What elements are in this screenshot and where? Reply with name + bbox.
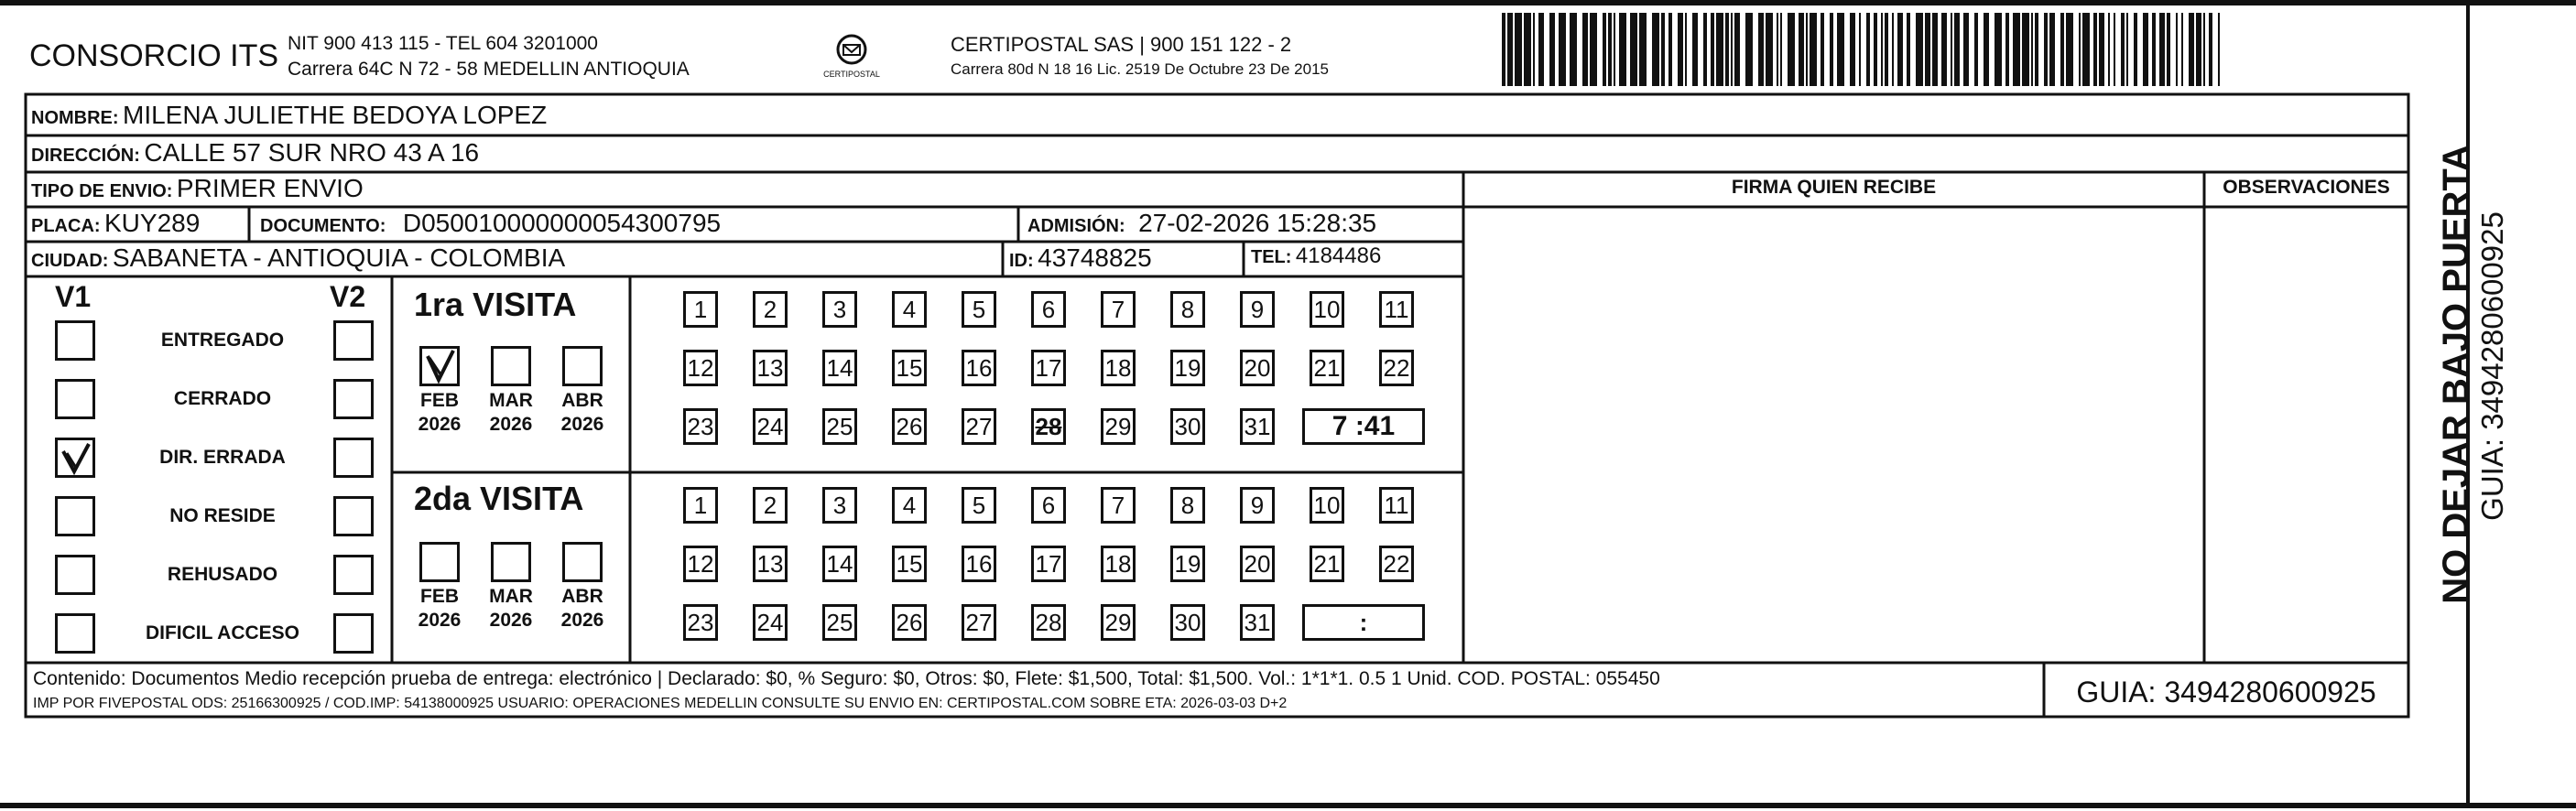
tipo-envio-field: [31, 174, 364, 203]
month-label: ABR: [561, 586, 603, 607]
year-label: 2026: [560, 414, 604, 435]
barcode-bar: [2143, 13, 2148, 86]
day-box[interactable]: 23: [683, 408, 718, 445]
barcode-bar: [1703, 13, 1707, 86]
barcode-bar: [2031, 13, 2033, 86]
barcode-bar: [1821, 13, 1824, 86]
barcode-bar: [1745, 13, 1753, 86]
day-box[interactable]: 24: [753, 408, 788, 445]
year-label: 2026: [418, 414, 462, 435]
month-label: ABR: [561, 390, 603, 411]
day-box[interactable]: 12: [683, 546, 718, 582]
certipostal-logo: [824, 31, 879, 82]
day-box[interactable]: 15: [892, 350, 927, 386]
day-box[interactable]: 4: [892, 291, 927, 328]
day-box[interactable]: 29: [1101, 408, 1136, 445]
day-box[interactable]: 7: [1101, 291, 1136, 328]
status-label: REHUSADO: [167, 564, 278, 585]
day-box[interactable]: 19: [1170, 350, 1205, 386]
day-box[interactable]: 11: [1379, 291, 1414, 328]
barcode-bar: [1559, 13, 1566, 86]
documento-label: DOCUMENTO:: [260, 216, 386, 236]
logo-text: CERTIPOSTAL: [823, 70, 880, 79]
year-label: 2026: [418, 610, 462, 631]
company-nit: NIT 900 413 115 - TEL 604 3201000: [288, 33, 598, 54]
barcode-bar: [1974, 13, 1978, 86]
admision-value: 27-02-2026 15:28:35: [1138, 209, 1377, 237]
barcode-bar: [2121, 13, 2125, 86]
day-box[interactable]: 16: [962, 350, 996, 386]
month-checkbox[interactable]: [419, 346, 460, 386]
v2-checkbox[interactable]: [333, 555, 374, 595]
barcode-bar: [1570, 13, 1577, 86]
barcode-bar: [2049, 13, 2055, 86]
nombre-value: MILENA JULIETHE BEDOYA LOPEZ: [123, 101, 548, 129]
barcode-bar: [2060, 13, 2064, 86]
tipo-envio-value: PRIMER ENVIO: [176, 174, 364, 202]
barcode-bar: [1619, 13, 1626, 86]
day-box[interactable]: 18: [1101, 546, 1136, 582]
barcode-bar: [1652, 13, 1659, 86]
barcode-bar: [2108, 13, 2110, 86]
day-box[interactable]: 8: [1170, 291, 1205, 328]
day-box[interactable]: 9: [1240, 291, 1275, 328]
month-checkbox[interactable]: [491, 542, 531, 582]
barcode-bar: [1907, 13, 1910, 86]
day-box[interactable]: 25: [822, 604, 857, 641]
barcode-bar: [2044, 13, 2048, 86]
day-box[interactable]: 6: [1031, 291, 1066, 328]
day-box[interactable]: 9: [1240, 487, 1275, 524]
day-box[interactable]: 22: [1379, 546, 1414, 582]
day-box[interactable]: 4: [892, 487, 927, 524]
barcode-bar: [1630, 13, 1637, 86]
barcode-bar: [1502, 13, 1505, 86]
barcode-bar: [1984, 13, 1989, 86]
ciudad-label: CIUDAD:: [31, 251, 109, 271]
barcode: [1502, 13, 2225, 86]
month-checkbox[interactable]: [562, 542, 603, 582]
barcode-bar: [1874, 13, 1877, 86]
day-box[interactable]: 23: [683, 604, 718, 641]
v2-checkbox[interactable]: [333, 496, 374, 536]
day-box[interactable]: 6: [1031, 487, 1066, 524]
day-box[interactable]: 19: [1170, 546, 1205, 582]
day-box[interactable]: 31: [1240, 604, 1275, 641]
day-box[interactable]: 8: [1170, 487, 1205, 524]
day-box[interactable]: 16: [962, 546, 996, 582]
day-box[interactable]: 14: [822, 546, 857, 582]
day-box[interactable]: 21: [1310, 350, 1344, 386]
company-name: CONSORCIO ITS: [29, 38, 279, 73]
barcode-bar: [1731, 13, 1733, 86]
v2-label: V2: [330, 280, 366, 313]
barcode-bar: [1524, 13, 1531, 86]
v2-checkbox[interactable]: [333, 320, 374, 361]
placa-label: PLACA:: [31, 216, 101, 236]
barcode-bar: [1963, 13, 1969, 86]
day-box[interactable]: 3: [822, 291, 857, 328]
day-box[interactable]: 17: [1031, 350, 1066, 386]
barcode-bar: [1777, 13, 1778, 86]
check-mark-icon: [58, 440, 94, 477]
barcode-bar: [1692, 13, 1698, 86]
barcode-bar: [1830, 13, 1833, 86]
barcode-bar: [1590, 13, 1597, 86]
status-label: ENTREGADO: [160, 330, 285, 351]
barcode-bar: [2114, 13, 2115, 86]
barcode-bar: [1678, 13, 1683, 86]
barcode-bar: [1711, 13, 1714, 86]
barcode-bar: [1810, 13, 1817, 86]
v1-checkbox[interactable]: [55, 496, 95, 536]
carrier-license: Carrera 80d N 18 16 Lic. 2519 De Octubre 23 De 2015: [951, 60, 1329, 78]
day-box[interactable]: 18: [1101, 350, 1136, 386]
barcode-bar: [2134, 13, 2137, 86]
v1-checkbox[interactable]: [55, 379, 95, 419]
barcode-bar: [2093, 13, 2097, 86]
direccion-label: DIRECCIÓN:: [31, 146, 140, 166]
day-box[interactable]: 28: [1031, 604, 1066, 641]
barcode-bar: [1538, 13, 1544, 86]
barcode-bar: [1941, 13, 1947, 86]
day-box[interactable]: 10: [1310, 291, 1344, 328]
day-box[interactable]: 28: [1031, 408, 1066, 445]
documento-field: [260, 209, 721, 238]
admision-field: [1027, 209, 1376, 238]
barcode-bar: [1639, 13, 1647, 86]
barcode-bar: [1515, 13, 1522, 86]
barcode-bar: [1897, 13, 1903, 86]
day-box[interactable]: 7: [1101, 487, 1136, 524]
month-checkbox[interactable]: [491, 346, 531, 386]
barcode-bar: [1932, 13, 1938, 86]
barcode-bar: [2159, 13, 2165, 86]
year-label: 2026: [560, 610, 604, 631]
barcode-bar: [1507, 13, 1513, 86]
barcode-bar: [2152, 13, 2156, 86]
barcode-bar: [2218, 13, 2220, 86]
barcode-bar: [2079, 13, 2081, 86]
v1-checkbox[interactable]: [55, 555, 95, 595]
v2-checkbox[interactable]: [333, 379, 374, 419]
day-box[interactable]: 21: [1310, 546, 1344, 582]
barcode-bar: [1685, 13, 1687, 86]
barcode-bar: [1758, 13, 1764, 86]
nombre-label: NOMBRE:: [31, 108, 119, 128]
footer-print-info: IMP POR FIVEPOSTAL ODS: 25166300925 / COD.IMP: 54138000925 USUARIO: OPERACIONES MEDELLIN CONSULTE SU ENVIO EN: CERTIPOSTAL.COM SOBRE ETA: 2026-03-03 D+2: [33, 696, 1288, 711]
day-box[interactable]: 5: [962, 291, 996, 328]
day-box[interactable]: 5: [962, 487, 996, 524]
v1-label: V1: [55, 280, 92, 313]
placa-value: KUY289: [104, 209, 201, 237]
barcode-bar: [1859, 13, 1861, 86]
month-label: FEB: [420, 586, 459, 607]
day-box[interactable]: 15: [892, 546, 927, 582]
barcode-bar: [1780, 13, 1782, 86]
day-box[interactable]: 31: [1240, 408, 1275, 445]
barcode-bar: [2066, 13, 2073, 86]
month-checkbox[interactable]: [419, 542, 460, 582]
barcode-bar: [1668, 13, 1672, 86]
company-address: Carrera 64C N 72 - 58 MEDELLIN ANTIOQUIA: [288, 59, 690, 80]
barcode-bar: [2209, 13, 2212, 86]
day-box[interactable]: 27: [962, 408, 996, 445]
day-box[interactable]: 11: [1379, 487, 1414, 524]
v2-checkbox[interactable]: [333, 438, 374, 478]
tel-label: TEL:: [1251, 247, 1292, 267]
documento-value: D050010000000054300795: [402, 209, 722, 237]
day-box[interactable]: 2: [753, 487, 788, 524]
month-label: FEB: [420, 390, 459, 411]
day-box[interactable]: 27: [962, 604, 996, 641]
footer-guia: GUIA: 3494280600925: [2076, 676, 2376, 708]
barcode-bar: [1850, 13, 1855, 86]
status-label: DIFICIL ACCESO: [145, 622, 299, 643]
status-label: NO RESIDE: [169, 505, 276, 526]
barcode-bar: [2181, 13, 2183, 86]
day-box[interactable]: 3: [822, 487, 857, 524]
barcode-bar: [1725, 13, 1729, 86]
year-label: 2026: [489, 414, 533, 435]
day-box[interactable]: 26: [892, 604, 927, 641]
id-label: ID:: [1009, 251, 1034, 271]
day-box[interactable]: 25: [822, 408, 857, 445]
barcode-bar: [1916, 13, 1923, 86]
barcode-bar: [2176, 13, 2178, 86]
year-label: 2026: [489, 610, 533, 631]
barcode-bar: [2005, 13, 2009, 86]
day-box[interactable]: 10: [1310, 487, 1344, 524]
barcode-bar: [1866, 13, 1870, 86]
first-visit-title: 1ra VISITA: [414, 286, 577, 323]
direccion-value: CALLE 57 SUR NRO 43 A 16: [144, 138, 480, 167]
day-box[interactable]: 29: [1101, 604, 1136, 641]
barcode-bar: [1925, 13, 1930, 86]
status-label: DIR. ERRADA: [159, 447, 286, 468]
barcode-bar: [1734, 13, 1740, 86]
v1-checkbox[interactable]: [55, 438, 95, 478]
barcode-bar: [1614, 13, 1615, 86]
barcode-bar: [1994, 13, 2002, 86]
barcode-bar: [1881, 13, 1883, 86]
barcode-bar: [1806, 13, 1808, 86]
day-box[interactable]: 12: [683, 350, 718, 386]
barcode-bar: [2167, 13, 2170, 86]
ciudad-value: SABANETA - ANTIOQUIA - COLOMBIA: [112, 243, 566, 272]
day-box[interactable]: 2: [753, 291, 788, 328]
status-label: CERRADO: [173, 388, 272, 409]
day-box[interactable]: 30: [1170, 408, 1205, 445]
v1-checkbox[interactable]: [55, 613, 95, 654]
placa-field: [31, 209, 200, 238]
side-guia: GUIA: 3494280600925: [2475, 211, 2509, 521]
direccion-field: [31, 138, 479, 168]
first-visit-time[interactable]: 7 :41: [1302, 408, 1425, 445]
barcode-bar: [1892, 13, 1894, 86]
barcode-bar: [1766, 13, 1773, 86]
second-visit-title: 2da VISITA: [414, 480, 584, 517]
day-box[interactable]: 30: [1170, 604, 1205, 641]
check-mark-icon: [422, 349, 459, 385]
barcode-bar: [1716, 13, 1723, 86]
barcode-bar: [1661, 13, 1665, 86]
v1-checkbox[interactable]: [55, 320, 95, 361]
day-box[interactable]: 20: [1240, 350, 1275, 386]
barcode-bar: [2022, 13, 2029, 86]
tel-field: [1251, 243, 1381, 269]
day-box[interactable]: 13: [753, 350, 788, 386]
barcode-bar: [1951, 13, 1952, 86]
firma-header: FIRMA QUIEN RECIBE: [1731, 177, 1937, 198]
barcode-bar: [2035, 13, 2038, 86]
barcode-bar: [1954, 13, 1960, 86]
observaciones-header: OBSERVACIONES: [2223, 177, 2390, 198]
barcode-bar: [2082, 13, 2090, 86]
barcode-bar: [2196, 13, 2201, 86]
id-field: [1009, 243, 1152, 273]
day-box[interactable]: 14: [822, 350, 857, 386]
month-label: MAR: [489, 586, 533, 607]
tel-value: 4184486: [1295, 243, 1382, 268]
footer-contents: Contenido: Documentos Medio recepción prueba de entrega: electrónico | Declarado: $0, % Seguro: $0, Otros: $0, Flete: $1,500, Total: $1,500. Vol.: 1*1*1. 0.5 1 Unid. COD. POSTAL: 055450: [33, 668, 1660, 689]
day-box[interactable]: 13: [753, 546, 788, 582]
barcode-bar: [1799, 13, 1804, 86]
barcode-bar: [1582, 13, 1588, 86]
barcode-bar: [1608, 13, 1612, 86]
second-visit-time[interactable]: :: [1302, 604, 1425, 641]
id-value: 43748825: [1038, 243, 1152, 272]
v2-checkbox[interactable]: [333, 613, 374, 654]
barcode-bar: [2203, 13, 2205, 86]
nombre-field: [31, 101, 547, 130]
barcode-bar: [1603, 13, 1606, 86]
day-box[interactable]: 22: [1379, 350, 1414, 386]
ciudad-field: [31, 243, 565, 273]
barcode-bar: [2099, 13, 2104, 86]
day-box[interactable]: 20: [1240, 546, 1275, 582]
barcode-bar: [2189, 13, 2194, 86]
day-box[interactable]: 17: [1031, 546, 1066, 582]
day-box[interactable]: 1: [683, 291, 718, 328]
month-checkbox[interactable]: [562, 346, 603, 386]
day-box[interactable]: 1: [683, 487, 718, 524]
barcode-bar: [1549, 13, 1555, 86]
month-label: MAR: [489, 390, 533, 411]
side-notice: NO DEJAR BAJO PUERTA: [2436, 145, 2476, 604]
carrier-name: CERTIPOSTAL SAS | 900 151 122 - 2: [951, 33, 1292, 56]
tipo-envio-label: TIPO DE ENVIO:: [31, 181, 173, 201]
admision-label: ADMISIÓN:: [1027, 216, 1125, 236]
barcode-bar: [2013, 13, 2020, 86]
day-box[interactable]: 26: [892, 408, 927, 445]
barcode-bar: [1533, 13, 1535, 86]
barcode-bar: [1837, 13, 1844, 86]
day-box[interactable]: 24: [753, 604, 788, 641]
barcode-bar: [1885, 13, 1888, 86]
barcode-bar: [1788, 13, 1795, 86]
barcode-bar: [2126, 13, 2128, 86]
